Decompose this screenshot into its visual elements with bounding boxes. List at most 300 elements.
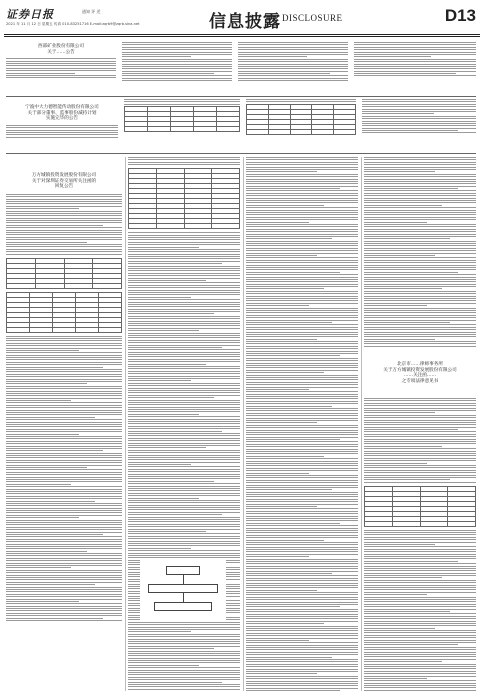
body-text-line bbox=[246, 525, 358, 526]
body-text-line bbox=[128, 435, 240, 436]
body-text-line bbox=[128, 251, 240, 252]
body-text-line bbox=[246, 434, 358, 435]
body-text-line bbox=[6, 234, 122, 235]
body-text-line bbox=[364, 453, 476, 454]
body-text-line bbox=[128, 641, 240, 642]
body-text-line bbox=[246, 171, 317, 172]
body-text-line bbox=[246, 666, 358, 667]
body-text-line bbox=[128, 646, 240, 647]
body-text-line bbox=[6, 434, 79, 435]
body-text-line bbox=[362, 125, 476, 126]
body-text-line bbox=[128, 438, 240, 439]
body-text-line bbox=[364, 573, 476, 574]
body-text-line bbox=[6, 565, 122, 566]
body-text-line bbox=[364, 429, 458, 430]
body-text-line bbox=[362, 109, 476, 110]
announcement-2-col4 bbox=[362, 99, 476, 151]
body-text-line bbox=[364, 222, 427, 223]
body-text-line bbox=[128, 316, 240, 317]
body-text-line bbox=[246, 465, 358, 466]
body-text-line bbox=[124, 104, 240, 105]
shareholding-table bbox=[124, 106, 240, 132]
body-text-line bbox=[364, 465, 476, 466]
body-text-line bbox=[6, 239, 122, 240]
body-text-line bbox=[364, 551, 476, 552]
body-text-line bbox=[354, 59, 476, 60]
body-text-line bbox=[6, 429, 122, 430]
body-text-line bbox=[246, 453, 358, 454]
body-text-line bbox=[128, 235, 240, 236]
body-text-line bbox=[246, 439, 340, 440]
body-text-line bbox=[364, 427, 476, 428]
body-text-line bbox=[128, 323, 240, 324]
body-text-line bbox=[128, 689, 240, 690]
body-text-line bbox=[246, 312, 358, 313]
body-text-line bbox=[128, 507, 240, 508]
body-text-line bbox=[128, 509, 240, 510]
body-text-line bbox=[238, 71, 348, 72]
body-text-line bbox=[6, 489, 122, 490]
body-text-line bbox=[6, 606, 122, 607]
body-text-line bbox=[128, 662, 240, 663]
body-text-line bbox=[128, 419, 240, 420]
body-text-line bbox=[128, 488, 240, 489]
body-text-line bbox=[364, 451, 476, 452]
body-text-line bbox=[246, 597, 358, 598]
body-text-line bbox=[246, 159, 358, 160]
body-text-line bbox=[128, 309, 240, 310]
body-text-line bbox=[6, 450, 103, 451]
body-text-line bbox=[6, 520, 122, 521]
body-text-line bbox=[246, 513, 358, 514]
body-text-line bbox=[246, 528, 358, 529]
body-text-line bbox=[122, 49, 232, 50]
body-text-line bbox=[128, 526, 240, 527]
body-text-line bbox=[246, 633, 358, 634]
body-text-line bbox=[238, 56, 307, 57]
body-text-line bbox=[364, 286, 476, 287]
body-text-line bbox=[128, 337, 240, 338]
body-text-line bbox=[128, 545, 240, 546]
body-text-line bbox=[364, 415, 476, 416]
body-text-line bbox=[364, 408, 476, 409]
body-text-line bbox=[6, 213, 122, 214]
body-text-line bbox=[6, 383, 87, 384]
body-text-line bbox=[364, 243, 476, 244]
body-text-line bbox=[238, 73, 330, 74]
body-text-line bbox=[246, 389, 309, 390]
body-text-line bbox=[246, 308, 358, 309]
body-text-line bbox=[246, 530, 358, 531]
body-text-line bbox=[6, 608, 122, 609]
body-text-line bbox=[364, 198, 476, 199]
body-text-line bbox=[364, 613, 476, 614]
body-text-line bbox=[128, 519, 240, 520]
body-text-line bbox=[362, 116, 476, 117]
body-text-line bbox=[364, 475, 476, 476]
body-text-line bbox=[364, 284, 476, 285]
body-text-line bbox=[364, 305, 427, 306]
body-text-line bbox=[6, 203, 122, 204]
body-text-line bbox=[246, 446, 358, 447]
body-text-line bbox=[246, 571, 358, 572]
body-text-line bbox=[6, 539, 122, 540]
body-text-line bbox=[364, 443, 476, 444]
body-text-line bbox=[364, 448, 476, 449]
body-text-line bbox=[246, 387, 358, 388]
body-text-line bbox=[128, 349, 240, 350]
body-text-line bbox=[128, 498, 199, 499]
body-text-line bbox=[246, 384, 358, 385]
body-text-line bbox=[246, 267, 358, 268]
body-text-line bbox=[128, 648, 214, 649]
body-text-line bbox=[238, 66, 348, 67]
body-text-line bbox=[246, 198, 358, 199]
body-text-line bbox=[6, 232, 122, 233]
body-text-line bbox=[246, 516, 358, 517]
body-text-line bbox=[128, 311, 240, 312]
body-text-line bbox=[364, 609, 476, 610]
body-text-line bbox=[246, 353, 358, 354]
body-text-line bbox=[246, 415, 358, 416]
body-text-line bbox=[364, 436, 476, 437]
body-text-line bbox=[6, 570, 122, 571]
body-text-line bbox=[6, 359, 122, 360]
body-text-line bbox=[246, 99, 356, 100]
body-text-line bbox=[246, 551, 358, 552]
body-text-line bbox=[246, 463, 358, 464]
body-text-line bbox=[122, 59, 232, 60]
body-text-line bbox=[364, 599, 476, 600]
body-text-line bbox=[128, 474, 240, 475]
body-text-line bbox=[364, 470, 476, 471]
body-text-line bbox=[364, 561, 458, 562]
body-text-line bbox=[364, 405, 476, 406]
body-text-line bbox=[364, 563, 476, 564]
body-text-line bbox=[246, 559, 358, 560]
body-text-line bbox=[6, 199, 122, 200]
body-text-line bbox=[246, 602, 358, 603]
body-text-line bbox=[246, 195, 358, 196]
body-text-line bbox=[364, 566, 476, 567]
body-text-line bbox=[128, 256, 240, 257]
body-text-line bbox=[6, 426, 122, 427]
body-text-line bbox=[364, 479, 450, 480]
body-text-line bbox=[364, 183, 476, 184]
body-text-line bbox=[6, 534, 103, 535]
body-text-line bbox=[122, 80, 232, 81]
body-text-line bbox=[128, 390, 240, 391]
body-text-line bbox=[6, 391, 122, 392]
body-text-line bbox=[6, 484, 71, 485]
body-text-line bbox=[364, 434, 476, 435]
body-text-line bbox=[128, 280, 206, 281]
body-text-line bbox=[128, 450, 240, 451]
body-text-line bbox=[246, 468, 358, 469]
body-text-line bbox=[246, 181, 358, 182]
body-text-line bbox=[6, 407, 122, 408]
body-text-line bbox=[6, 412, 122, 413]
body-text-line bbox=[364, 554, 476, 555]
body-text-line bbox=[6, 582, 122, 583]
body-text-line bbox=[246, 332, 358, 333]
body-text-line bbox=[364, 652, 476, 653]
body-text-line bbox=[6, 579, 122, 580]
body-text-line bbox=[6, 496, 122, 497]
body-text-line bbox=[364, 685, 476, 686]
body-text-line bbox=[364, 190, 476, 191]
body-text-line bbox=[128, 414, 199, 415]
body-text-line bbox=[6, 422, 122, 423]
announcement-3-col3 bbox=[246, 157, 358, 691]
body-text-line bbox=[246, 422, 317, 423]
body-text-line bbox=[246, 475, 358, 476]
body-text-line bbox=[128, 239, 240, 240]
body-text-line bbox=[364, 293, 476, 294]
ownership-flowchart bbox=[140, 560, 226, 622]
body-text-line bbox=[354, 56, 431, 57]
body-text-line bbox=[6, 508, 122, 509]
body-text-line bbox=[6, 544, 122, 545]
body-text-line bbox=[128, 500, 240, 501]
body-text-line bbox=[246, 320, 358, 321]
body-text-line bbox=[246, 190, 358, 191]
body-text-line bbox=[128, 443, 240, 444]
body-text-line bbox=[6, 340, 122, 341]
body-text-line bbox=[364, 546, 476, 547]
body-text-line bbox=[246, 683, 358, 684]
section-title-english: DISCLOSURE bbox=[282, 13, 343, 23]
body-text-line bbox=[6, 469, 122, 470]
body-text-line bbox=[6, 448, 122, 449]
body-text-line bbox=[122, 66, 232, 67]
body-text-line bbox=[364, 597, 476, 598]
body-text-line bbox=[246, 341, 358, 342]
body-text-line bbox=[246, 188, 340, 189]
body-text-line bbox=[246, 614, 358, 615]
body-text-line bbox=[6, 529, 122, 530]
body-text-line bbox=[246, 403, 358, 404]
body-text-line bbox=[6, 613, 122, 614]
body-text-line bbox=[6, 455, 122, 456]
body-text-line bbox=[128, 318, 240, 319]
section-title: 信息披露 bbox=[209, 12, 281, 32]
body-text-line bbox=[128, 368, 240, 369]
body-text-line bbox=[6, 61, 116, 62]
body-text-line bbox=[364, 534, 476, 535]
announcement-1-col4 bbox=[354, 42, 476, 94]
body-text-line bbox=[246, 659, 358, 660]
body-text-line bbox=[6, 227, 122, 228]
body-text-line bbox=[364, 623, 476, 624]
body-text-line bbox=[364, 291, 476, 292]
body-text-line bbox=[246, 489, 332, 490]
announcement-2-table-2 bbox=[246, 99, 356, 151]
body-text-line bbox=[246, 363, 358, 364]
body-text-line bbox=[246, 238, 332, 239]
body-text-line bbox=[246, 499, 358, 500]
body-text-line bbox=[122, 71, 232, 72]
body-text-line bbox=[246, 305, 309, 306]
body-text-line bbox=[364, 207, 476, 208]
body-text-line bbox=[364, 277, 476, 278]
body-text-line bbox=[238, 64, 348, 65]
body-text-line bbox=[246, 511, 358, 512]
body-text-line bbox=[364, 556, 476, 557]
body-text-line bbox=[364, 212, 476, 213]
body-text-line bbox=[246, 669, 358, 670]
body-text-line bbox=[364, 424, 476, 425]
body-text-line bbox=[364, 678, 427, 679]
body-text-line bbox=[122, 52, 232, 53]
body-text-line bbox=[246, 604, 358, 605]
body-text-line bbox=[6, 465, 122, 466]
body-text-line bbox=[6, 493, 122, 494]
body-text-line bbox=[128, 402, 240, 403]
body-text-line bbox=[246, 606, 340, 607]
body-text-line bbox=[364, 174, 476, 175]
body-text-line bbox=[128, 292, 240, 293]
body-text-line bbox=[364, 288, 442, 289]
body-text-line bbox=[6, 230, 122, 231]
body-text-line bbox=[128, 385, 240, 386]
financial-table-1 bbox=[6, 258, 122, 289]
body-text-line bbox=[6, 220, 122, 221]
body-text-line bbox=[246, 427, 358, 428]
body-text-line bbox=[128, 629, 240, 630]
body-text-line bbox=[364, 403, 476, 404]
body-text-line bbox=[6, 125, 118, 126]
body-text-line bbox=[364, 549, 476, 550]
body-text-line bbox=[364, 162, 476, 163]
body-text-line bbox=[6, 402, 122, 403]
body-text-line bbox=[364, 269, 476, 270]
body-text-line bbox=[122, 44, 232, 45]
body-text-line bbox=[124, 101, 240, 102]
body-text-line bbox=[246, 592, 358, 593]
body-text-line bbox=[6, 65, 116, 66]
body-text-line bbox=[128, 164, 240, 165]
body-text-line bbox=[6, 345, 122, 346]
body-text-line bbox=[364, 188, 458, 189]
body-text-line bbox=[128, 455, 240, 456]
body-text-line bbox=[364, 336, 476, 337]
body-text-line bbox=[246, 375, 358, 376]
body-text-line bbox=[246, 212, 358, 213]
body-text-line bbox=[128, 273, 240, 274]
announcement-3-col1 bbox=[6, 157, 122, 691]
body-text-line bbox=[246, 348, 358, 349]
body-text-line bbox=[128, 342, 240, 343]
body-text-line bbox=[128, 541, 240, 542]
body-text-line bbox=[246, 176, 358, 177]
body-text-line bbox=[246, 222, 309, 223]
body-text-line bbox=[128, 684, 240, 685]
body-text-line bbox=[246, 169, 358, 170]
body-text-line bbox=[6, 355, 122, 356]
body-text-line bbox=[128, 361, 240, 362]
body-text-line bbox=[364, 460, 476, 461]
body-text-line bbox=[6, 460, 122, 461]
body-text-line bbox=[6, 453, 122, 454]
body-text-line bbox=[364, 455, 476, 456]
body-text-line bbox=[364, 236, 476, 237]
body-text-line bbox=[364, 400, 476, 401]
body-text-line bbox=[364, 558, 476, 559]
body-text-line bbox=[362, 104, 476, 105]
body-text-line bbox=[6, 388, 122, 389]
body-text-line bbox=[364, 157, 476, 158]
body-text-line bbox=[354, 44, 476, 45]
body-text-line bbox=[364, 467, 476, 468]
body-text-line bbox=[6, 75, 116, 76]
body-text-line bbox=[364, 422, 476, 423]
body-text-line bbox=[128, 658, 240, 659]
body-text-line bbox=[362, 132, 476, 133]
body-text-line bbox=[6, 58, 116, 59]
body-text-line bbox=[128, 404, 240, 405]
body-text-line bbox=[364, 417, 476, 418]
body-text-line bbox=[6, 477, 122, 478]
body-text-line bbox=[6, 446, 122, 447]
body-text-line bbox=[362, 113, 434, 114]
body-text-line bbox=[6, 137, 118, 138]
body-text-line bbox=[128, 660, 240, 661]
body-text-line bbox=[246, 678, 358, 679]
reduction-table bbox=[246, 104, 356, 135]
body-text-line bbox=[246, 245, 358, 246]
body-text-line bbox=[246, 236, 358, 237]
body-text-line bbox=[6, 350, 79, 351]
body-text-line bbox=[128, 407, 240, 408]
body-text-line bbox=[246, 494, 358, 495]
body-text-line bbox=[364, 310, 476, 311]
body-text-line bbox=[128, 304, 240, 305]
body-text-line bbox=[364, 458, 476, 459]
body-text-line bbox=[364, 568, 476, 569]
body-text-line bbox=[128, 328, 240, 329]
body-text-line bbox=[364, 606, 476, 607]
body-text-line bbox=[6, 512, 122, 513]
body-text-line bbox=[246, 501, 358, 502]
body-text-line bbox=[364, 575, 476, 576]
body-text-line bbox=[364, 537, 476, 538]
body-text-line bbox=[6, 505, 122, 506]
body-text-line bbox=[246, 449, 358, 450]
body-text-line bbox=[6, 462, 122, 463]
body-text-line bbox=[6, 548, 122, 549]
body-text-line bbox=[128, 627, 240, 628]
body-text-line bbox=[246, 401, 358, 402]
body-text-line bbox=[128, 533, 240, 534]
body-text-line bbox=[128, 665, 199, 666]
body-text-line bbox=[246, 324, 358, 325]
body-text-line bbox=[364, 618, 476, 619]
body-text-line bbox=[354, 54, 476, 55]
body-text-line bbox=[364, 532, 476, 533]
body-text-line bbox=[246, 685, 358, 686]
body-text-line bbox=[122, 47, 232, 48]
body-text-line bbox=[246, 234, 358, 235]
body-text-line bbox=[246, 315, 358, 316]
body-text-line bbox=[246, 535, 358, 536]
body-text-line bbox=[364, 661, 442, 662]
body-text-line bbox=[246, 583, 358, 584]
body-text-line bbox=[128, 514, 222, 515]
announcement-4-body bbox=[364, 398, 476, 691]
body-text-line bbox=[128, 354, 240, 355]
body-text-line bbox=[246, 461, 358, 462]
